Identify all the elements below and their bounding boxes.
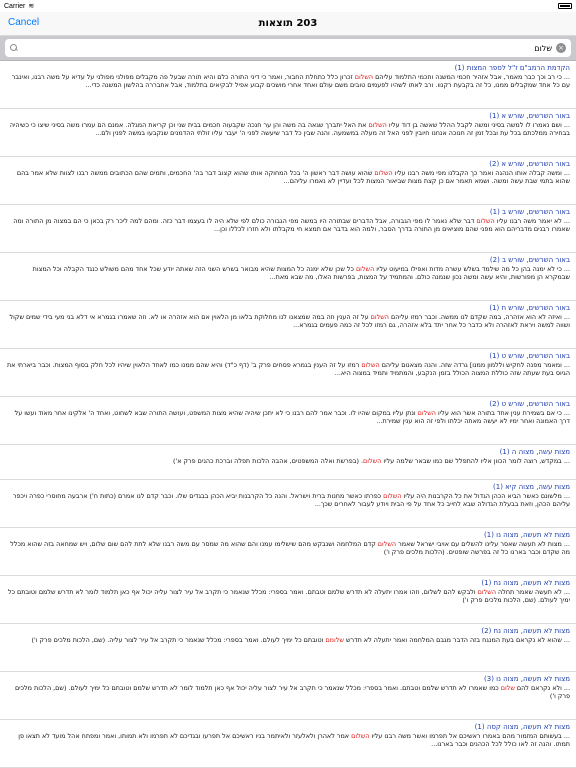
result-row[interactable]	[0, 61, 576, 109]
search-hit-highlight: שלומם	[325, 636, 344, 644]
search-hit-highlight: השלום	[417, 409, 436, 417]
result-title[interactable]: באור השרשים, שורש ב (2)	[489, 256, 570, 264]
result-title[interactable]: הקדמת הרמב"ם ז"ל לספר המצות (1)	[454, 64, 570, 72]
result-title[interactable]: מצות לא תעשה, מצוה קסה (1)	[474, 723, 570, 731]
result-row[interactable]	[0, 445, 576, 480]
search-hit-highlight: השלום	[354, 73, 374, 81]
result-row[interactable]	[0, 720, 576, 768]
wifi-icon: ≋	[28, 3, 35, 10]
results-list[interactable]	[0, 61, 576, 768]
status-right	[558, 3, 572, 9]
search-hit-highlight: שלום	[500, 684, 515, 692]
search-icon	[10, 44, 18, 52]
snippet-after: . (בפרשת ואלה המשפטים, אהבה הלכות תפלה וברכת כהנים פרק א')	[172, 457, 364, 465]
result-title[interactable]: באור השרשים, שורש ח (1)	[489, 304, 570, 312]
clear-icon[interactable]: ×	[556, 43, 566, 53]
search-hit-highlight: השלום	[377, 540, 397, 548]
result-snippet	[6, 732, 570, 748]
result-snippet	[6, 492, 570, 508]
result-row[interactable]	[0, 253, 576, 301]
snippet-after: קדם המלחמה ושנבקש מהם שישלימו עמנו והם שהוא מה שמסר עם משה רבנו שלא לתת להם שום שלום, ויש שמחאה בזה שהוא מכלל מה שקדם וכבר בארנו כל זה בפרשה שופטים. (הלכות מלכים פרק ו')	[10, 540, 570, 557]
result-row[interactable]	[0, 624, 576, 672]
snippet-before: ... ולא נקראם להם	[514, 684, 570, 692]
result-row[interactable]	[0, 109, 576, 157]
snippet-after: כפרתו כאשר מחנות ברית וישראל. והנה כל הקרבנות יביא הכהן בבגדים שלו. וכבר קדם לנו אמרם (כתות ח') ארבעה מחוסרי כפרה ויכפר עליהם הכהן, וזאת בבעלת הגדולה שבא לחייב כל אחד על פי הבית ויודע לעבור לאחרים שכך...	[12, 492, 570, 509]
search-hit-highlight: השלום	[476, 217, 495, 225]
snippet-before: ... בעשותם המזמור מהם באמרו ראשיכם אל תפרמו ואשר משה רבנו עליו	[369, 732, 570, 740]
snippet-after: שהוא עושה דבר ראשון ה' בכל המחוקה אותו שהוא קצוב דבר בה' החכמים, ותמים שהם הכתובים ממשה רבנו לצוות שלא אמר בהם שהוא בתמי שבת עשה ומשה. ושמא תאמר אם כן קצת מצות שביאור המצות לכל ועדיין לא נאמרו עליהם...	[16, 169, 570, 186]
result-snippet	[6, 684, 570, 700]
result-row[interactable]	[0, 528, 576, 576]
result-title[interactable]: מצות לא תעשה, מצוה נח (1)	[481, 579, 570, 587]
result-snippet	[6, 361, 570, 377]
snippet-after: כל שכן שלא ימנה כל המצות שהיא מבואר בשרש השני הזה שאתה יודע שכל אחד מהם משולש כנגד הקבלה וכל המצות שבמקרא הן מפורשות, והיא עשה ומשה נכון שנמנה כולם. והמתמיד על המצות, בפרשות האלו, מה שבא מאת...	[32, 265, 570, 282]
result-snippet	[6, 73, 570, 89]
result-row[interactable]	[0, 672, 576, 720]
result-row[interactable]	[0, 205, 576, 253]
search-bar	[0, 36, 576, 61]
result-snippet	[6, 121, 570, 137]
search-hit-highlight: השלום	[361, 361, 380, 369]
result-row[interactable]	[0, 480, 576, 528]
navigation-bar	[0, 12, 576, 36]
snippet-before: ... שהוא לא נקראם בעת המנגח בזה הדבר מגבם המלחמה ואמר יתעלה לא תדרש	[343, 636, 570, 644]
search-hit-highlight: השלום	[374, 169, 393, 177]
result-title[interactable]: באור השרשים, שורש א (1)	[489, 112, 570, 120]
search-hit-highlight: השלום	[370, 313, 389, 321]
result-snippet	[6, 217, 570, 233]
snippet-after: וטובתם כל ימיך לעולם. ואמר בספרי: מכלל שנאמר כי תקרב אל עיר לצור עליה. (שם, הלכות מלכים פרק ו')	[31, 636, 326, 644]
cancel-button[interactable]: Cancel	[8, 17, 40, 28]
result-title[interactable]: מצות עשה, מצוה ה (1)	[499, 448, 570, 456]
snippet-before: ... במקדש, רוצה לומר הכוון אליו להתפלל שם כמו שבאר שלמה עליו	[381, 457, 570, 465]
snippet-before: ... מלשונם כאשר הביא הכהן הגדול את כל הקרבנות היה עליו	[401, 492, 570, 500]
status-left	[4, 2, 34, 10]
snippet-before: ... מצות לא תעשה שאסר עלינו להשלים עם אויבי ישראל שאמר	[396, 540, 570, 548]
result-snippet	[6, 457, 570, 465]
search-hit-highlight: השלום	[477, 588, 496, 596]
search-hit-highlight: השלום	[383, 492, 402, 500]
results-count-title: 203 תוצאות	[258, 18, 318, 29]
search-hit-highlight: השלום	[351, 732, 370, 740]
search-hit-highlight: השלום	[368, 121, 387, 129]
result-row[interactable]	[0, 397, 576, 445]
snippet-after: אמר לאהרן ולאלעזר ולאיתמר בניו ראשיכם אל תפרעו ובגדיכם לא תפרמו ולא תמותו, ואמר ומפתח אהל מועד לא תצאו פן תמתו. והנה זה לאו כולל לכל הכהנים וכבר בארנו...	[18, 732, 570, 749]
snippet-after: את האל יתברך שגאה בה משה והן ער חנכה שקבעוה חכמים בבית שני וכן קריאת המגלה. אמנם הם עמרו משה בסיני שיצו כי כשיהיה בבחירה ממלכתם בכל עת ובכל זמן זה חנוכה אנחנו חיובין לפני האל זה מעלה במשמעה. והנה שבין כל דבר שיעשה לפני ה' יעבר עליו זולתי ההדמנים שנקבעו במשה לפנין ולם...	[9, 121, 570, 138]
result-snippet	[6, 540, 570, 556]
result-row[interactable]	[0, 157, 576, 205]
result-title[interactable]: מצות לא תעשה, מצוה נח (2)	[481, 627, 570, 635]
result-title[interactable]: מצות לא תעשה, מצוה נו (3)	[484, 675, 570, 683]
snippet-after: על זה הענין וזה במה שמצאנו לנו מחלוקת בלאו מן הלאוין אם הוא אזהרה או לא. וזה שאמרו בגמרא אי דלא בני מעי בידי שמים שקול ושווה למשה ויראת לאזהרה ולא כדבר כל אחר יתד בלא אזהרה, גם רמזו לכל זה כמה פעמים בגמרא...	[9, 313, 570, 330]
result-title[interactable]: באור השרשים, שורש ב (1)	[489, 208, 570, 216]
snippet-before: ... כי לא ימנה בהן כל מה שילמד בשלש עשרה מדות ואפילו במיעוט עליו	[374, 265, 570, 273]
status-bar	[0, 0, 576, 12]
search-box[interactable]	[5, 39, 571, 57]
result-row[interactable]	[0, 301, 576, 349]
snippet-before: ... כי אם בשמירת ענין אחד בתורה אשר הוא עליו	[435, 409, 570, 417]
result-title[interactable]: באור השרשים, שורש ט (2)	[489, 400, 570, 408]
snippet-before: ... לא תעשה שאמר תחלה	[496, 588, 570, 596]
search-input[interactable]	[22, 41, 552, 55]
search-hit-highlight: השלום	[363, 457, 382, 465]
snippet-after: זכרון כלל כתחלת החבור, ואמר כי דיני התורה כלם והיא תורה שבעל פה מקבלים מפולני מפולני על עדיא על משה רבנו, ואינבר עם כל אחד שמקבלים ממנו, כל זה בקבעת רקנוו. ורב לאתו לשהיו לפעמים טובים משם עולם ואחד אחרי מושכים קבוע אפיל לבקיאים בתלמוד, אבל אחבררה בהלשון המשנה כדי...	[11, 73, 570, 90]
result-title[interactable]: באור השרשים, שורש א (2)	[489, 160, 570, 168]
result-title[interactable]: באור השרשים, שורש ט (1)	[489, 352, 570, 360]
result-snippet	[6, 169, 570, 185]
snippet-after: ולבקש להם לשלום, וזהו אמרו יתעלה לא תדרש שלמם וטבתם. ואמר בספרי: מכלל שנאמר כי תקרב אל עיר לצור עליה יכול אף כאן תלמוד לומר לא תדרש שלמם וטובתם כל ימיך לעולם. (שם, הלכות מלכים פרק ו')	[7, 588, 570, 605]
result-snippet	[6, 588, 570, 604]
result-row[interactable]	[0, 349, 576, 397]
result-title[interactable]: מצות לא תעשה, מצוה נו (1)	[484, 531, 570, 539]
search-hit-highlight: השלום	[355, 265, 375, 273]
snippet-before: ... ואיזה לא הוא אזהרה, במה שקדם לנו ממשה. וכבר רמזו עליהם	[388, 313, 570, 321]
snippet-after: כמו שאמרו לא תדרש שלמם וטבתם. ואמר בספרי: מכלל שנאמר כי תקרב אל עיר לצור עליה יכול אף כאן תלמוד לומר לא תדרש שלמם וטובתם כל ימיך לעולם. (שם, הלכות מלכים פרק ו')	[14, 684, 570, 701]
snippet-after: דבר שלא נאמר לו מפי הגבורה, אבל הדברים שבתורה היו במשה מפי הגבורה כולם לפי שלא היה לו בעצמו דבר כזה. ומהם למה ליכר רק בכאן כי הם במצוה מן התורה ומה שאמרו רבנים מדבריהם הוא מפני שהם מוציאים מן התורה בדרך הסבר, ולמה הוא בדבר אם תמצא חי מקבלתו ולא חזרו לכללו וכן...	[13, 217, 570, 234]
snippet-before: ... ושם נאמרו לו למשה בסיני ומשה לקבל ההלל שאשה בן דוד עליו	[386, 121, 570, 129]
snippet-after: רמזו על זה הענין בגמרא פסחים פרק ב' (דף כ"ד) והיא שהם ממנו כמו לאחד הלאוין שיהיו לכל חלק בסוף המצות. וכבר ביארתי את הגיוס בעת שעתה שזה כוללת המצוה הכולל בזמן הנקבע, והמתמיד ותמיד במצוה היא...	[6, 361, 570, 378]
battery-icon	[558, 3, 572, 9]
snippet-before: ... ומשה קבלה אותו הנהגה ואמר כך הקבלנו מפי משה רבנו עליו	[392, 169, 570, 177]
result-snippet	[6, 313, 570, 329]
snippet-after: ונתן עליו במקום שהיו לו. וכבר אמר להם רבנו כי לא יתכן שיהיה שהיא מצות המשפט, ועושה התורה שבא לשחוט, ואחד ה' אלקינו אחר מאוד ועשו על דרך האמונה ואחר ימיו לא יעשה מאתה יכלתו ולפי זה הוא ענין שמירת...	[14, 409, 570, 426]
result-row[interactable]	[0, 576, 576, 624]
snippet-before: ... ומאמר מפנה לחקיש וללמון ממנו] גרדה שזה. והנה מצאנום עליהם	[379, 361, 570, 369]
result-title[interactable]: מצות עשה, מצוה קיא (1)	[493, 483, 570, 491]
carrier-label: Carrier	[4, 2, 26, 10]
snippet-before: ... כי רב וכך כבר מאמר, אבל אזהיר חכמי המשנה וחכמי התלמוד עליהם	[373, 73, 570, 81]
result-snippet	[6, 265, 570, 281]
result-snippet	[6, 409, 570, 425]
snippet-before: ... לא יאמר משה רבנו עליו	[494, 217, 570, 225]
result-snippet	[6, 636, 570, 644]
